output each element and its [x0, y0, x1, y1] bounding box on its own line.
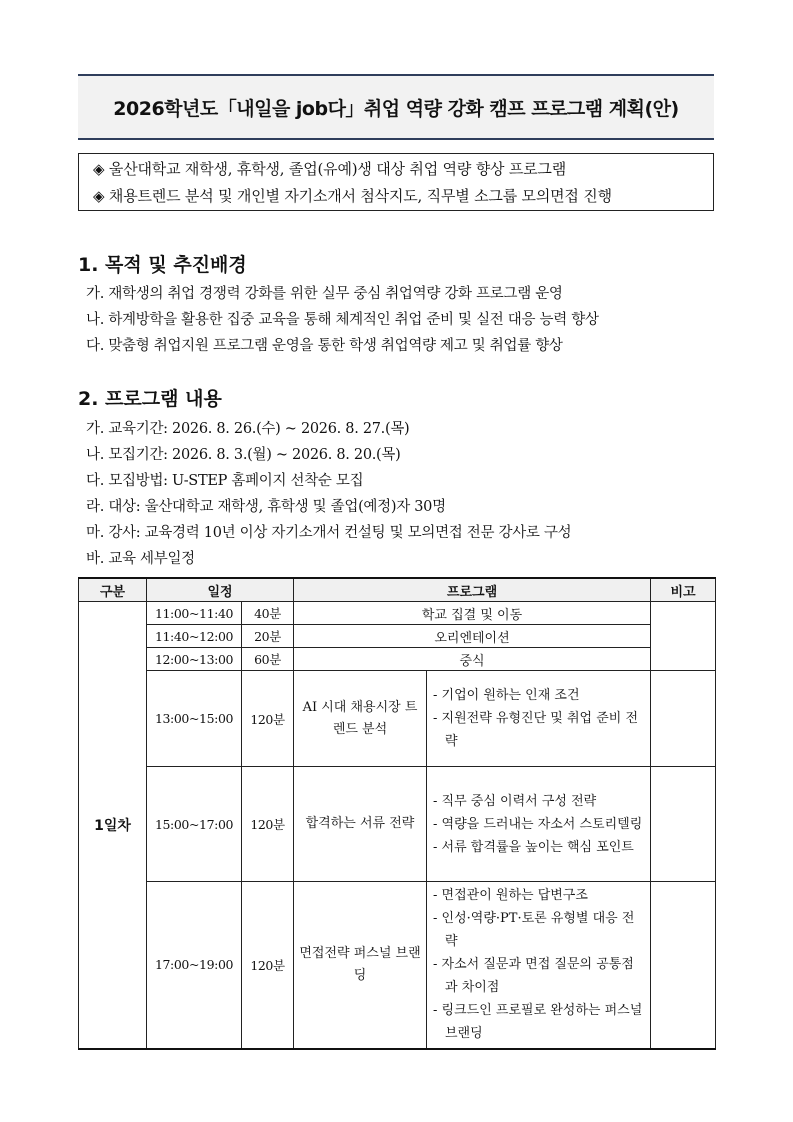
header-schedule: 일정 — [147, 578, 294, 602]
session-detail-item: - 서류 합격률을 높이는 핵심 포인트 — [433, 839, 634, 855]
program-item: 마. 강사: 교육경력 10년 이상 자기소개서 컨설팅 및 모의면접 전문 강사로 구성 — [86, 525, 572, 541]
day-label: 1일차 — [79, 602, 147, 1049]
session-detail-item: - 인성·역량·PT·토론 유형별 대응 전략 — [433, 911, 635, 950]
section-heading-purpose: 1. 목적 및 추진배경 — [78, 254, 247, 276]
time-cell: 11:40~12:00 — [147, 625, 242, 648]
note-cell — [651, 602, 716, 671]
duration-cell: 60분 — [242, 648, 294, 671]
table-row — [79, 671, 716, 767]
note-cell — [651, 882, 716, 1049]
time-cell: 11:00~11:40 — [147, 602, 242, 625]
session-detail-item: - 역량을 드러내는 자소서 스토리텔링 — [433, 816, 643, 832]
schedule-table — [78, 577, 716, 1050]
table-header-row — [79, 578, 716, 602]
table-row — [79, 625, 716, 648]
duration-cell: 120분 — [242, 671, 294, 767]
session-detail-item: - 면접관이 원하는 답변구조 — [433, 888, 588, 904]
document-title: 2026학년도「내일을 job다」취업 역량 강화 캠프 프로그램 계획(안) — [113, 97, 679, 120]
session-detail-item: - 지원전략 유형진단 및 취업 준비 전략 — [433, 711, 638, 749]
purpose-item: 가. 재학생의 취업 경쟁력 강화를 위한 실무 중심 취업역량 강화 프로그램 운영 — [86, 286, 563, 302]
time-cell: 15:00~17:00 — [147, 767, 242, 882]
session-detail-item: - 직무 중심 이력서 구성 전략 — [433, 793, 597, 809]
header-note: 비고 — [651, 578, 716, 602]
session-detail-item: - 자소서 질문과 면접 질문의 공통점과 차이점 — [433, 957, 634, 996]
session-details — [427, 882, 651, 1049]
program-item: 다. 모집방법: U-STEP 홈페이지 선착순 모집 — [86, 473, 364, 489]
section-heading-program: 2. 프로그램 내용 — [78, 388, 222, 410]
program-item: 나. 모집기간: 2026. 8. 3.(월) ~ 2026. 8. 20.(목) — [86, 447, 401, 463]
session-detail-item: - 기업이 원하는 인재 조건 — [433, 688, 580, 703]
duration-cell: 120분 — [242, 767, 294, 882]
session-detail-item: - 링크드인 프로필로 완성하는 퍼스널 브랜딩 — [433, 1003, 643, 1042]
duration-cell: 20분 — [242, 625, 294, 648]
program-item: 가. 교육기간: 2026. 8. 26.(수) ~ 2026. 8. 27.(목) — [86, 421, 410, 437]
session-topic: AI 시대 채용시장 트렌드 분석 — [294, 671, 427, 767]
program-item: 바. 교육 세부일정 — [86, 551, 195, 567]
program-cell: 오리엔테이션 — [294, 625, 651, 648]
note-cell — [651, 671, 716, 767]
header-category: 구분 — [79, 578, 147, 602]
summary-line: ◈ 채용트렌드 분석 및 개인별 자기소개서 첨삭지도, 직무별 소그룹 모의면접 진행 — [93, 187, 612, 205]
purpose-item: 나. 하계방학을 활용한 집중 교육을 통해 체계적인 취업 준비 및 실전 대응 능력 향상 — [86, 312, 599, 328]
summary-line: ◈ 울산대학교 재학생, 휴학생, 졸업(유예)생 대상 취업 역량 향상 프로그램 — [93, 160, 567, 178]
duration-cell: 40분 — [242, 602, 294, 625]
session-details — [427, 767, 651, 882]
program-item: 라. 대상: 울산대학교 재학생, 휴학생 및 졸업(예정)자 30명 — [86, 499, 446, 515]
session-details — [427, 671, 651, 767]
time-cell: 17:00~19:00 — [147, 882, 242, 1049]
program-cell: 학교 집결 및 이동 — [294, 602, 651, 625]
summary-box — [78, 153, 714, 211]
header-program: 프로그램 — [294, 578, 651, 602]
duration-cell: 120분 — [242, 882, 294, 1049]
document-title-box — [78, 74, 714, 140]
session-topic: 합격하는 서류 전략 — [294, 767, 427, 882]
table-row — [79, 648, 716, 671]
program-cell: 중식 — [294, 648, 651, 671]
session-topic: 면접전략 퍼스널 브랜딩 — [294, 882, 427, 1049]
note-cell — [651, 767, 716, 882]
time-cell: 12:00~13:00 — [147, 648, 242, 671]
purpose-item: 다. 맞춤형 취업지원 프로그램 운영을 통한 학생 취업역량 제고 및 취업률 향상 — [86, 338, 563, 354]
time-cell: 13:00~15:00 — [147, 671, 242, 767]
table-row — [79, 602, 716, 625]
table-row — [79, 767, 716, 882]
table-row — [79, 882, 716, 1049]
